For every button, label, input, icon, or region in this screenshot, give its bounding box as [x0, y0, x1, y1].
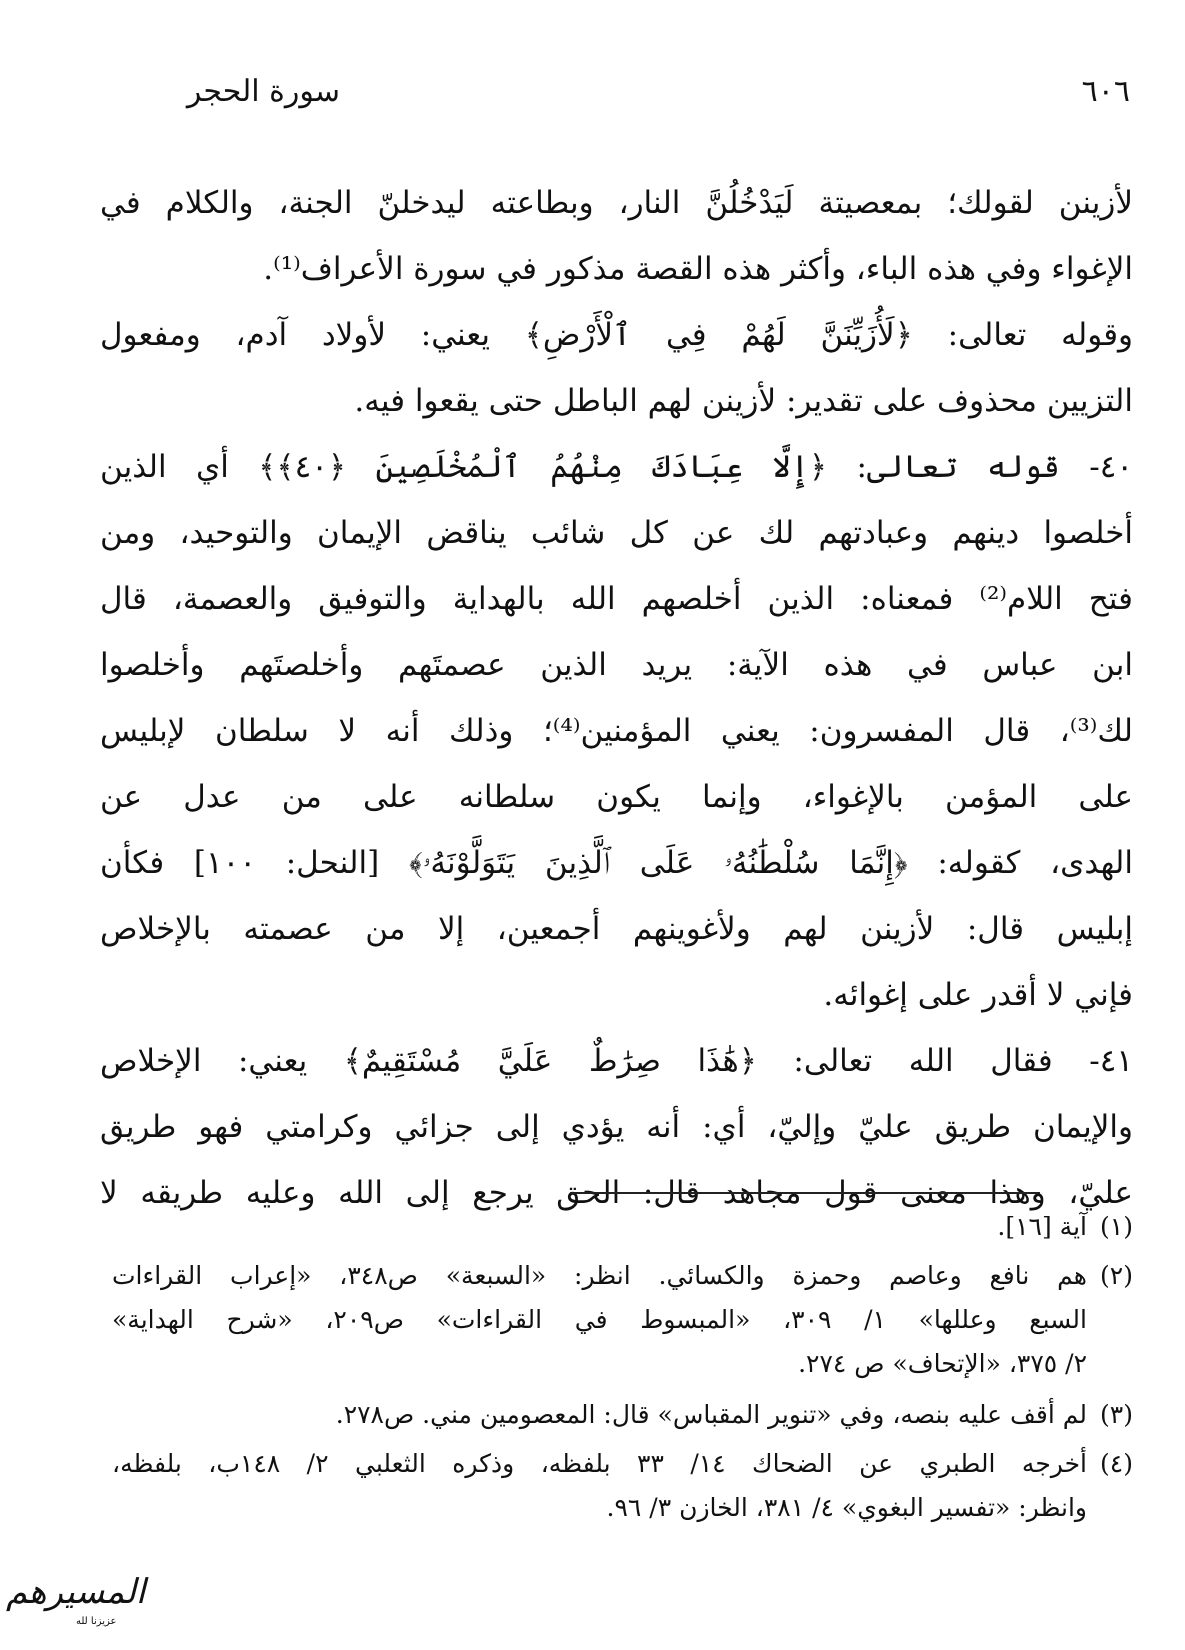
text-line: على المؤمن بالإغواء، وإنما يكون سلطانه على من عدل عن: [100, 779, 1133, 815]
footnote-mark: (١): [1100, 1212, 1133, 1241]
footnote-line: [112, 1205, 1133, 1249]
text-line: ٤١- فقال الله تعالى: ﴿هَٰذَا صِرَٰطٌ عَلَيَّ مُسْتَقِيمٌ﴾ يعني: الإخلاص: [100, 1043, 1133, 1079]
text-line: فتح اللام⁽²⁾ فمعناه: الذين أخلصهم الله بالهداية والتوفيق والعصمة، قال: [100, 581, 1133, 617]
text-line: لأزينن لقولك؛ بمعصيتة لَيَدْخُلُنَّ النار، وبطاعته ليدخلنّ الجنة، والكلام في: [100, 185, 1133, 221]
footnote-line: السبع وعللها» ١/ ٣٠٩، «المبسوط في القراءات» ص٢٠٩، «شرح الهداية»: [112, 1305, 1088, 1334]
footnote-line: [112, 1393, 1133, 1437]
footnote-text: هم نافع وعاصم وحمزة والكسائي. انظر: «السبعة» ص٣٤٨، «إعراب القراءات: [112, 1261, 1087, 1290]
footnote-text: أخرجه الطبري عن الضحاك ١٤/ ٣٣ بلفظه، وذكره الثعلبي ٢/ ١٤٨ب، بلفظه،: [112, 1449, 1087, 1478]
footnote-line: وانظر: «تفسير البغوي» ٤/ ٣٨١، الخازن ٣/ ٩٦.: [606, 1493, 1087, 1522]
footnote-text: لم أقف عليه بنصه، وفي «تنوير المقباس» قال: المعصومين مني. ص٢٧٨.: [335, 1400, 1087, 1429]
text-line: إبليس قال: لأزينن لهم ولأغوينهم أجمعين، إلا من عصمته بالإخلاص: [100, 911, 1133, 947]
text-line: الهدى، كقوله: ﴿إِنَّمَا سُلْطَٰنُهُۥ عَلَى ٱلَّذِينَ يَتَوَلَّوْنَهُۥ﴾ [النحل: ١٠٠] فكأن: [100, 845, 1133, 881]
footnote: [112, 1254, 1133, 1386]
page-number: ٦٠٦: [1081, 74, 1130, 109]
footnote-text: آية [١٦].: [997, 1212, 1087, 1241]
footnote-mark: (٤): [1100, 1449, 1133, 1478]
text-line: وقوله تعالى: ﴿لَأُزَيِّنَنَّ لَهُمْ فِي ٱلْأَرْضِ﴾ يعني: لأولاد آدم، ومفعول: [100, 317, 1133, 353]
footnote-mark: (٣): [1100, 1400, 1133, 1429]
footnote-mark: (٢): [1100, 1261, 1133, 1290]
text-line: عليّ، وهذا معنى قول مجاهد قال: الحق يرجع إلى الله وعليه طريقه لا: [100, 1175, 1133, 1211]
footnote: [112, 1205, 1133, 1249]
text-line: فإني لا أقدر على إغوائه.: [823, 977, 1133, 1013]
surah-title: سورة الحجر: [186, 74, 340, 109]
text-line: ابن عباس في هذه الآية: يريد الذين عصمتَهم وأخلصتَهم وأخلصوا: [100, 647, 1133, 683]
footnote-divider: [570, 1192, 1040, 1194]
logo-subtext: عزيزنا لله: [76, 1616, 117, 1627]
publisher-logo: [6, 1572, 146, 1634]
footnote: [112, 1442, 1133, 1530]
text-line: أخلصوا دينهم وعبادتهم لك عن كل شائب يناقض الإيمان والتوحيد، ومن: [100, 515, 1133, 551]
logo-text: المسيرهم: [6, 1572, 146, 1612]
text-line: الإغواء وفي هذه الباء، وأكثر هذه القصة مذكور في سورة الأعراف⁽¹⁾.: [263, 251, 1133, 287]
footnote-line: ٢/ ٣٧٥، «الإتحاف» ص ٢٧٤.: [798, 1349, 1087, 1378]
text-line: التزيين محذوف على تقدير: لأزينن لهم الباطل حتى يقعوا فيه.: [354, 383, 1133, 419]
text-line: والإيمان طريق عليّ وإليّ، أي: أنه يؤدي إلى جزائي وكرامتي فهو طريق: [100, 1109, 1133, 1145]
text-line: لك⁽³⁾، قال المفسرون: يعني المؤمنين⁽⁴⁾؛ وذلك أنه لا سلطان لإبليس: [100, 713, 1133, 749]
main-text: [100, 170, 1133, 1226]
footnote: [112, 1393, 1133, 1437]
footnote-line: [112, 1442, 1133, 1486]
footnote-line: [112, 1254, 1133, 1298]
text-line: ٤٠- قوله تعالى: ﴿إِلَّا عِبَادَكَ مِنْهُمُ ٱلْمُخْلَصِينَ ﴿٤٠﴾﴾ أي الذين: [100, 449, 1133, 485]
